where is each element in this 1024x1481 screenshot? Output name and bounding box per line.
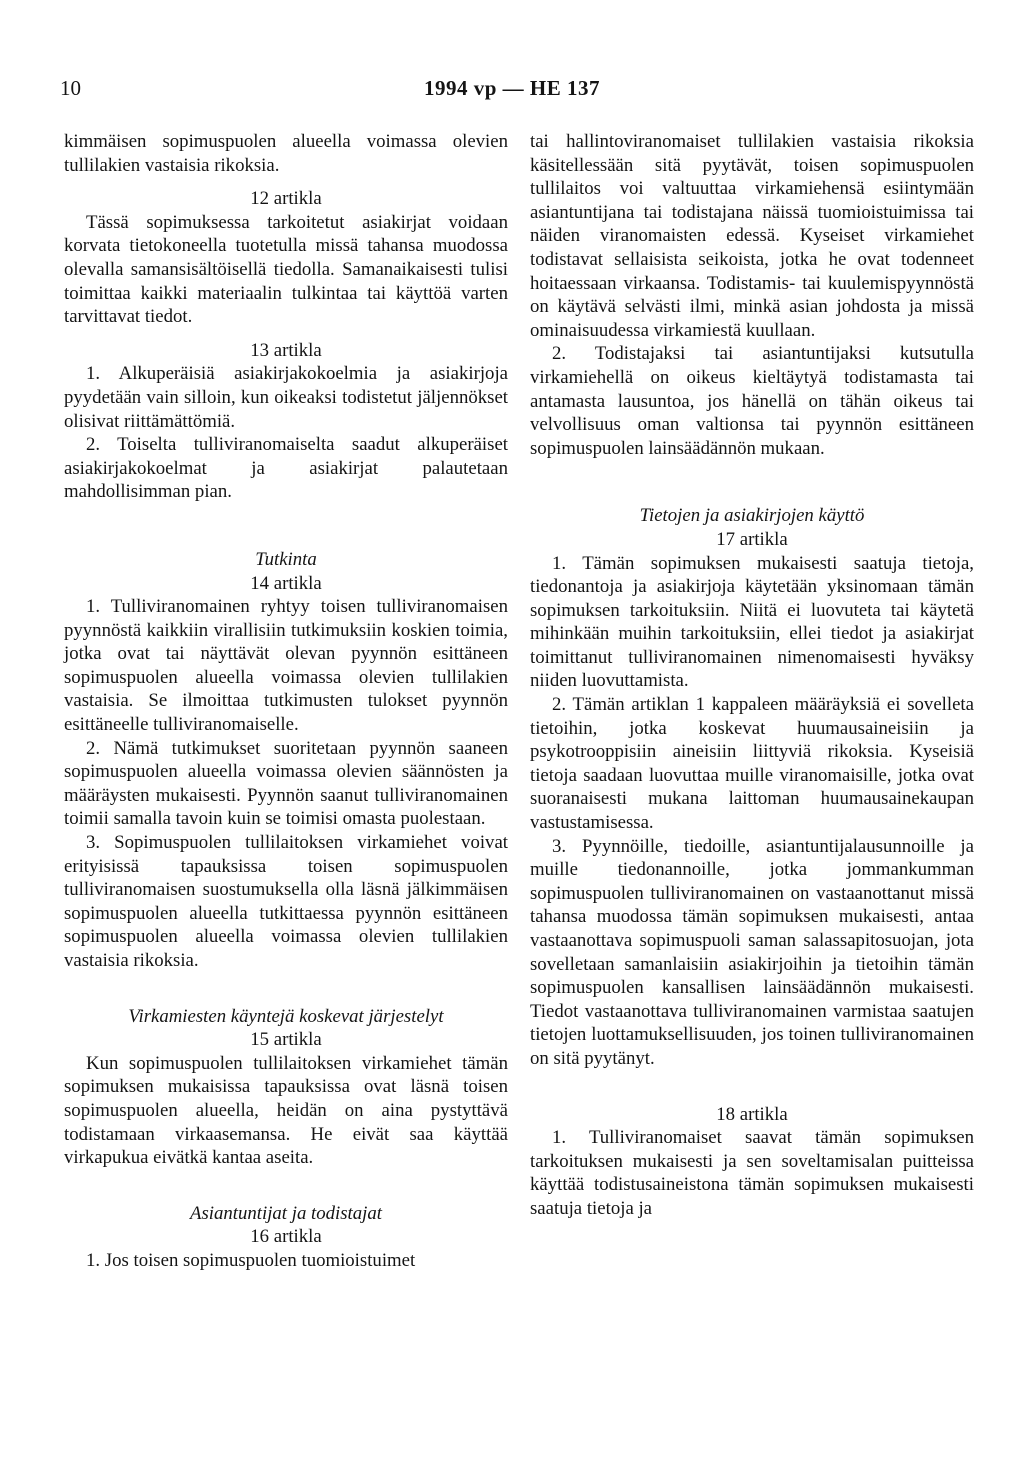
- section-heading-virkamiesten: Virkamiesten käyntejä koskevat järjestelyt: [128, 1005, 444, 1027]
- paragraph: Kun sopimuspuolen tullilaitoksen virkamiehet tämän sopimuksen mukaisissa tapauksissa ovat läsnä toisen sopimuspuolen alueella, heidän on aina pystyttävä todistamaan virkaasemansa. He eivät saa käyttää virkapukua eivätkä kantaa aseita.: [64, 1052, 508, 1169]
- page-header-title: 1994 vp — HE 137: [423, 76, 601, 100]
- article-title-12: 12 artikla: [250, 188, 322, 210]
- section-heading-tietojen: Tietojen ja asiakirjojen käyttö: [639, 505, 865, 527]
- paragraph: 3. Sopimuspuolen tullilaitoksen virkamiehet voivat erityisissä tapauksissa toisen sopimuspuolen tulliviranomaisen suostumuksella olla läsnä jälkimmäisen sopimuspuolen alueella tutkittaessa pyynnön esittäneen sopimuspuolen alueella voimassa olevien tullilakien vastaisia rikoksia.: [64, 832, 508, 971]
- paragraph: 2. Todistajaksi tai asiantuntijaksi kutsutulla virkamiehellä on oikeus kieltäytyä todistamasta tai antamasta lausuntoa, jos hänellä on tähän oikeus tai velvollisuus oman valtionsa tai pyynnön esittäneen sopimuspuolen lainsäädännön mukaan.: [530, 343, 974, 459]
- page-number: 10: [60, 76, 81, 100]
- article-title-14: 14 artikla: [250, 572, 322, 594]
- section-heading-asiantuntijat: Asiantuntijat ja todistajat: [189, 1202, 382, 1224]
- paragraph: 2. Toiselta tulliviranomaiselta saadut alkuperäiset asiakirjakokoelmat ja asiakirjat palautetaan mahdollisimman pian.: [64, 434, 508, 503]
- paragraph: 2. Nämä tutkimukset suoritetaan pyynnön saaneen sopimuspuolen alueella voimassa olevien säännösten ja määräysten mukaisesti. Pyynnön saanut tulliviranomainen toimii samalla tavoin kuin se toimisi omasta puolestaan.: [64, 737, 508, 830]
- article-title-16: 16 artikla: [250, 1226, 322, 1248]
- article-title-18: 18 artikla: [716, 1103, 788, 1125]
- paragraph: 1. Tulliviranomainen ryhtyy toisen tulliviranomaisen pyynnöstä kaikkiin virallisiin tutkimuksiin koskien toimia, jotka ovat tai näyttävät olevan pyynnön esittäneen sopimuspuolen alueella voimassa olevien tullilakien vastaisia. Se ilmoittaa tutkimusten tulokset pyynnön esittäneelle tulliviranomaiselle.: [64, 596, 508, 736]
- paragraph: 3. Pyynnöille, tiedoille, asiantuntijalausunnoille ja muille tiedonannoille, jotka jommankumman sopimuspuolen tulliviranomainen on vastaanottanut missä tahansa muodossa tämän sopimuksen mukaisesti, antaa vastaanottava sopimuspuoli saman salassapitosuojan, jota sovelletaan samanlaisiin asiakirjoihin ja tietoihin tämän sopimuspuolen kansallisen lainsäädännön mukaisesti. Tiedot vastaanottava tulliviranomainen varmistaa saatujen tietojen luottamuksellisuuden, jos toinen tulliviranomainen on sitä pyytänyt.: [530, 835, 974, 1069]
- paragraph: Tässä sopimuksessa tarkoitetut asiakirjat voidaan korvata tietokoneella tuotetulla missä tahansa muodossa olevalla samansisältöisellä tiedolla. Samanaikaisesti tulisi toimittaa kaikki materiaalin tulkintaa tai käyttöä varten tarvittavat tiedot.: [64, 211, 508, 328]
- paragraph: 2. Tämän artiklan 1 kappaleen määräyksiä ei sovelleta tietoihin, jotka koskevat huumausaineisiin ja psykotrooppisiin aineisiin liittyviä rikoksia. Kyseisiä tietoja saadaan luovuttaa muille viranomaisille, jotka ovat suoranaisesti mukana laittoman huumausainekaupan vastustamisessa.: [530, 694, 974, 834]
- section-heading-tutkinta: Tutkinta: [255, 548, 317, 570]
- paragraph: tai hallintoviranomaiset tullilakien vastaisia rikoksia käsitellessään sitä pyytävät, toisen sopimuspuolen tullilaitos voi valtuuttaa virkamiehensä esiintymään asiantuntijana tai todistajana näissä tuomioistuimissa tai näiden viranomaisten edessä. Kyseiset virkamiehet todistavat sellaisista seikoista, jotka he ovat todenneet hoitaessaan virkaansa. Todistamis- tai kuulemispyynnöstä on käytävä selvästi ilmi, minkä asian johdosta ja missä ominaisuudessa virkamiestä kuullaan.: [530, 131, 974, 341]
- article-title-13: 13 artikla: [250, 339, 322, 361]
- paragraph: kimmäisen sopimuspuolen alueella voimassa olevien tullilakien vastaisia rikoksia.: [64, 131, 508, 176]
- paragraph: 1. Jos toisen sopimuspuolen tuomioistuimet: [86, 1249, 416, 1271]
- paragraph: 1. Tämän sopimuksen mukaisesti saatuja tietoja, tiedonantoja ja asiakirjoja käytetään yksinomaan tämän sopimuksen tarkoituksiin. Niitä ei luovuteta tai käytetä mihinkään muihin tarkoituksiin, ellei tiedot ja asiakirjat toimittanut tulliviranomainen nimenomaisesti hyväksy niiden luovuttamista.: [530, 552, 974, 692]
- paragraph: 1. Tulliviranomaiset saavat tämän sopimuksen tarkoituksen mukaisesti ja sen soveltamisalan puitteissa käyttää todistusaineistona tämän sopimuksen mukaisesti saatuja tietoja ja: [530, 1127, 974, 1219]
- paragraph: 1. Alkuperäisiä asiakirjakokoelmia ja asiakirjoja pyydetään vain silloin, kun oikeaksi todistetut jäljennökset olisivat riittämättömiä.: [64, 363, 508, 432]
- article-title-15: 15 artikla: [250, 1029, 322, 1051]
- left-column: [64, 130, 508, 1273]
- right-column: [530, 130, 974, 1221]
- article-title-17: 17 artikla: [716, 528, 788, 550]
